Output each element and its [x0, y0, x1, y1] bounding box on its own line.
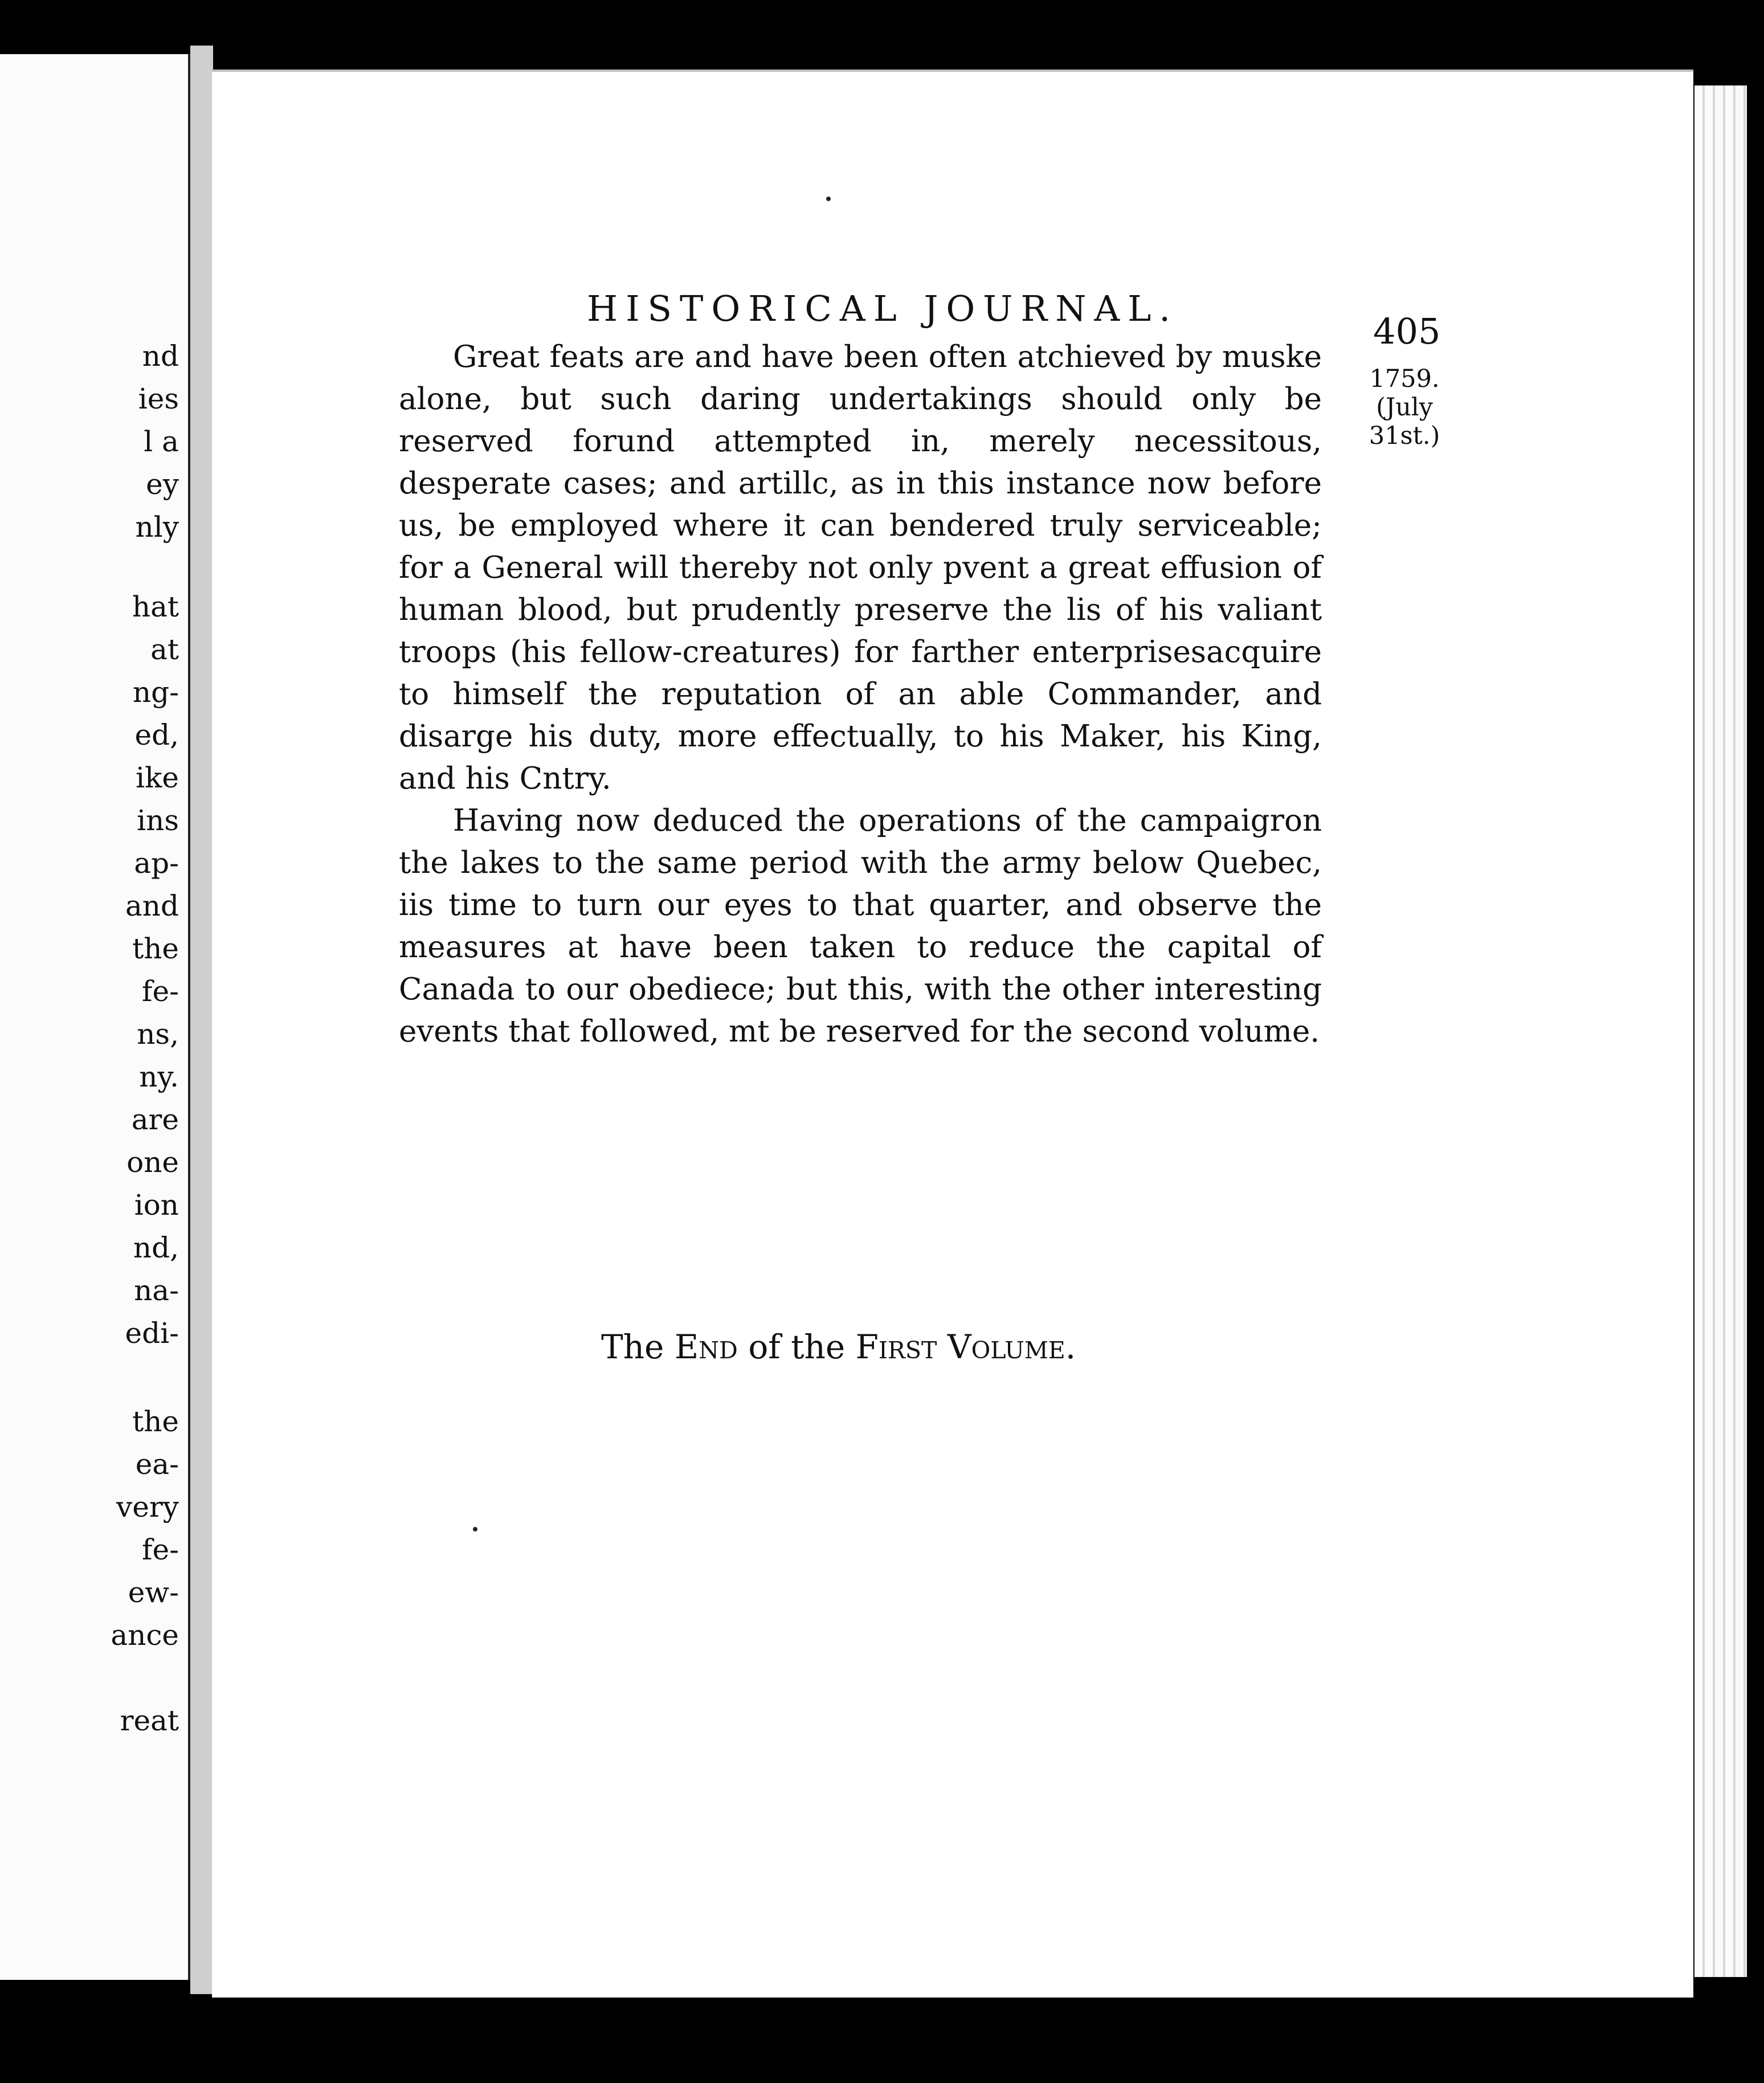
ink-speck	[473, 1527, 477, 1531]
left-fragment: ny.	[139, 1060, 179, 1093]
left-fragment: ion	[134, 1188, 179, 1222]
left-fragment: ey	[146, 468, 179, 501]
left-fragment: reat	[120, 1704, 179, 1737]
closing-word: End	[674, 1328, 738, 1366]
left-fragment: ng-	[132, 676, 179, 709]
book-gutter	[190, 46, 213, 1994]
left-fragment: ance	[111, 1619, 179, 1652]
left-fragment: ns,	[137, 1018, 179, 1051]
page-number: 405	[1373, 311, 1441, 352]
left-fragment: one	[126, 1146, 179, 1179]
left-fragment: edi-	[125, 1317, 179, 1350]
margin-note-month: (July	[1376, 393, 1433, 422]
closing-word: Volume.	[947, 1328, 1076, 1366]
left-fragment: the	[132, 1405, 179, 1438]
margin-note-day: 31st.)	[1369, 422, 1440, 450]
left-fragment: fe-	[142, 975, 179, 1008]
left-fragment: at	[150, 633, 179, 666]
left-fragment: fe-	[142, 1533, 179, 1566]
left-fragment: and	[125, 889, 179, 922]
left-fragment: na-	[134, 1274, 179, 1307]
paragraph: Having now deduced the operations of the campaigron the lakes to the same period with the army below Quebec, iis time to turn our eyes to that quarter, and observe the measures at have been taken to reduce the capital of Canada to our obediece; but this, with the other interesting events that followed, mt be reserved for the second volume.	[399, 803, 1322, 1049]
page-edge-stack	[1694, 85, 1747, 1977]
left-fragment: are	[131, 1103, 179, 1136]
left-fragment: hat	[132, 590, 179, 623]
body-text	[399, 336, 1322, 1053]
end-of-volume-line	[601, 1328, 1076, 1366]
left-fragment: ew-	[128, 1576, 179, 1609]
left-fragment: nd	[142, 340, 179, 373]
ink-speck	[826, 197, 831, 201]
left-fragment: nly	[135, 510, 179, 544]
left-fragment: ins	[137, 804, 179, 837]
left-fragment: ap-	[134, 847, 179, 880]
running-title: HISTORICAL JOURNAL.	[587, 288, 1179, 329]
left-fragment: the	[132, 932, 179, 965]
closing-word: First	[855, 1328, 937, 1366]
left-fragment: ed,	[134, 718, 179, 751]
left-fragment: nd,	[133, 1231, 179, 1264]
left-fragment: ike	[136, 761, 179, 794]
left-fragment: very	[116, 1490, 179, 1524]
paragraph: Great feats are and have been often atchieved by muske alone, but such daring undertakings should only be reserved forund attempted in, merely necessitous, desperate cases; and artillc, as in this instance now before us, be employed where it can bendered truly serviceable; for a General will thereby not only pvent a great effusion of human blood, but prudently preserve the lis of his valiant troops (his fellow-creatures) for farther enterprisesacquire to himself the reputation of an able Commander, and disarge his duty, more effectually, to his Maker, his King, and his Cntry.	[399, 340, 1322, 796]
margin-note	[1367, 365, 1442, 450]
left-fragment: l a	[144, 425, 179, 458]
closing-word: of the	[748, 1328, 846, 1366]
left-fragment: ea-	[135, 1448, 179, 1481]
margin-note-year: 1759.	[1369, 365, 1440, 393]
closing-word: The	[601, 1328, 664, 1366]
left-page	[0, 54, 190, 1980]
left-fragment: ies	[138, 382, 179, 415]
